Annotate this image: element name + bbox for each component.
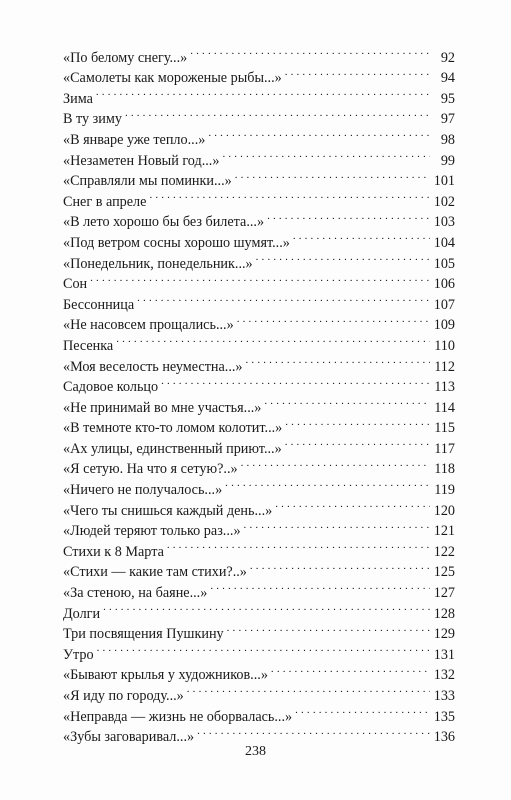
dot-leader [137,288,430,309]
toc-entry-page: 104 [433,234,455,251]
toc-entry-title: «Понедельник, понедельник...» [63,255,253,272]
toc-entry-title: «Неправда — жизнь не оборвалась...» [63,708,293,725]
toc-entry-title: Снег в апреле [63,193,147,210]
dot-leader [271,659,430,680]
toc-entry-title: Три посвящения Пушкину [63,626,224,643]
dot-leader [244,515,430,536]
dot-leader [275,494,430,515]
dot-leader [285,62,430,83]
toc-entry [63,329,455,354]
dot-leader [256,247,430,268]
toc-entry-title: «Справляли мы поминки...» [63,173,232,190]
dot-leader [246,350,430,371]
toc-entry-page: 92 [440,49,455,66]
page-number: 238 [245,744,266,759]
toc-entry-title: «В лето хорошо бы без билета...» [63,214,265,231]
toc-entry-title: «В январе уже тепло...» [63,131,206,148]
dot-leader [267,206,430,227]
toc-entry [63,597,455,622]
toc-entry-title: Зима [63,90,93,107]
toc-entry-page: 109 [433,317,455,334]
toc-entry-page: 117 [434,440,455,457]
toc-entry [63,618,455,643]
toc-entry-title: «Не насовсем прощались...» [63,317,234,334]
toc-entry [63,288,455,313]
toc-entry-title: «Я иду по городу...» [63,688,184,704]
table-of-contents [63,41,455,746]
toc-entry-title: «Незаметен Новый год...» [63,152,220,169]
toc-entry-page: 133 [433,688,455,704]
toc-entry-title: «Я сетую. На что я сетую?..» [63,461,238,478]
toc-entry-title: Долги [63,605,101,622]
dot-leader [285,412,430,433]
toc-entry-title: «Стихи — какие там стихи?..» [63,564,247,581]
dot-leader [90,268,430,289]
toc-entry-page: 114 [434,399,455,416]
toc-entry-title: «Моя веселость неуместна...» [63,358,243,375]
toc-entry-title: Песенка [63,337,114,354]
toc-entry [63,41,455,66]
toc-entry-page: 119 [434,482,455,499]
dot-leader [167,535,430,556]
toc-entry-page: 128 [433,605,455,622]
dot-leader [187,679,430,700]
toc-entry-page: 101 [433,173,455,190]
toc-entry-title: «Самолеты как мороженые рыбы...» [63,70,282,87]
toc-entry-page: 131 [433,646,455,663]
toc-entry-page: 94 [440,70,455,87]
dot-leader [97,638,430,659]
dot-leader [250,556,430,577]
dot-leader [235,165,430,186]
dot-leader [225,473,430,494]
dot-leader [190,41,430,62]
toc-entry-title: «По белому снегу...» [63,49,188,66]
toc-entry-page: 118 [434,461,455,478]
dot-leader [264,391,430,412]
toc-entry-page: 112 [434,358,455,375]
toc-entry-page: 102 [433,193,455,210]
dot-leader [241,453,430,474]
dot-leader [149,185,430,206]
toc-entry-page: 120 [433,502,455,519]
toc-entry-page: 95 [440,90,455,107]
toc-entry [63,638,455,663]
dot-leader [227,618,430,639]
toc-entry-page: 113 [434,379,455,396]
toc-entry-page: 132 [433,667,455,684]
toc-entry-page: 135 [433,708,455,725]
toc-entry [63,350,455,375]
toc-entry-page: 110 [434,337,455,354]
toc-entry [63,103,455,128]
toc-entry-title: «За стеною, на баяне...» [63,585,208,602]
toc-entry [63,659,455,684]
toc-entry-title: «Людей теряют только раз...» [63,523,241,540]
toc-entry-page: 127 [433,585,455,602]
toc-entry-page: 115 [434,420,455,437]
dot-leader [116,329,430,350]
toc-entry-title: «Ничего не получалось...» [63,482,223,499]
toc-entry-title: Стихи к 8 Марта [63,543,164,560]
toc-entry-page: 99 [440,152,455,169]
toc-entry-title: Сон [63,276,88,293]
toc-entry [63,82,455,107]
dot-leader [161,371,430,392]
toc-entry-page: 107 [433,296,455,313]
toc-entry-title: «Не принимай во мне участья...» [63,399,262,416]
toc-entry-page: 106 [433,276,455,293]
toc-entry-page: 97 [440,111,455,128]
dot-leader [103,597,430,618]
toc-entry-title: Бессонница [63,296,135,313]
dot-leader [293,226,430,247]
toc-entry [63,268,455,293]
dot-leader [208,123,430,144]
toc-entry-page: 136 [433,729,455,746]
dot-leader [285,432,430,453]
toc-entry-page: 98 [440,131,455,148]
dot-leader [210,576,430,597]
toc-entry-page: 125 [433,564,455,581]
toc-entry-page: 121 [433,523,455,540]
toc-entry-title: Садовое кольцо [63,379,159,396]
toc-entry-title: «Ах улицы, единственный приют...» [63,440,282,457]
toc-entry-title: В ту зиму [63,111,122,128]
toc-entry-title: «Зубы заговаривал...» [63,729,195,746]
dot-leader [237,309,430,330]
dot-leader [295,700,430,721]
toc-entry-page: 103 [433,214,455,231]
toc-entry-page: 122 [433,543,455,560]
dot-leader [96,82,430,103]
toc-entry-title: «В темноте кто-то ломом колотит...» [63,420,283,437]
dot-leader [222,144,430,165]
toc-entry-title: «Чего ты снишься каждый день...» [63,502,273,519]
toc-entry-page: 129 [433,626,455,643]
toc-entry-title: «Под ветром сосны хорошо шумят...» [63,234,290,251]
toc-entry-title: Утро [63,646,94,663]
dot-leader [125,103,430,124]
dot-leader [197,721,430,742]
toc-entry-page: 105 [433,255,455,272]
toc-entry-title: «Бывают крылья у художников...» [63,667,268,684]
